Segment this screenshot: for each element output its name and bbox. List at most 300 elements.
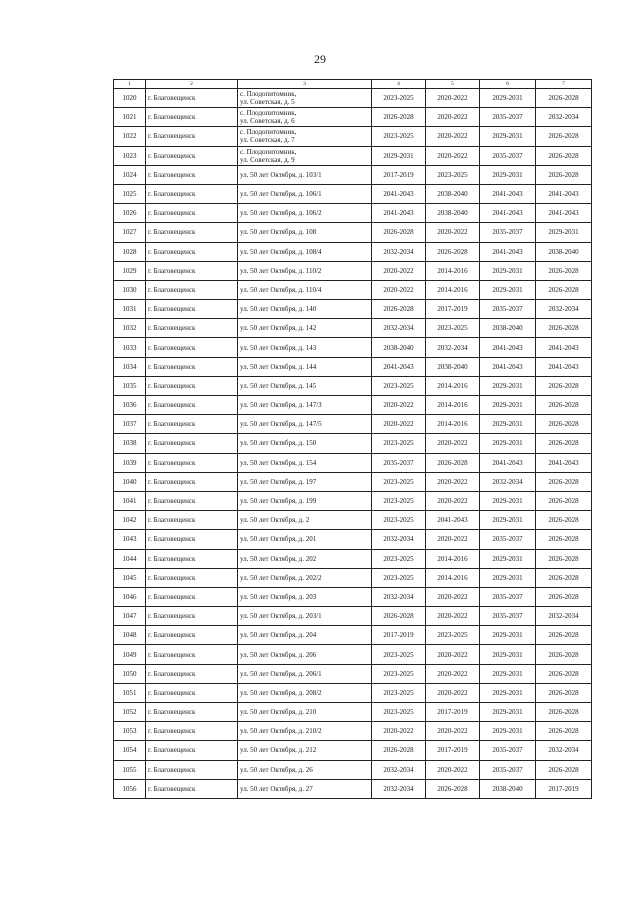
period-col-4: 2023-2025 <box>372 127 426 146</box>
address-line-1: ул. 50 лет Октября, д. 142 <box>240 324 317 333</box>
address-line-1: ул. 50 лет Октября, д. 201 <box>240 535 317 544</box>
period-col-6: 2038-2040 <box>480 779 536 798</box>
row-number: 1030 <box>114 280 146 299</box>
period-col-4: 2026-2028 <box>372 607 426 626</box>
period-col-5: 2020-2022 <box>426 645 480 664</box>
address-cell <box>238 280 372 299</box>
period-col-7: 2032-2034 <box>536 607 592 626</box>
table-row <box>114 645 592 664</box>
address-cell <box>238 89 372 108</box>
city-cell: г. Благовещенск <box>146 664 238 683</box>
table-row <box>114 89 592 108</box>
address-line-1: с. Плодопитомник, <box>240 90 297 99</box>
address-line-1: ул. 50 лет Октября, д. 143 <box>240 343 317 352</box>
table-row <box>114 376 592 395</box>
address-line-1: ул. 50 лет Октября, д. 106/2 <box>240 209 322 218</box>
address-line-1: ул. 50 лет Октября, д. 204 <box>240 631 317 640</box>
address-cell <box>238 261 372 280</box>
period-col-5: 2020-2022 <box>426 683 480 702</box>
period-col-6: 2029-2031 <box>480 568 536 587</box>
period-col-4: 2026-2028 <box>372 300 426 319</box>
table-row <box>114 453 592 472</box>
row-number: 1042 <box>114 511 146 530</box>
address-line-2: ул. Советская, д. 5 <box>240 98 295 107</box>
period-col-6: 2038-2040 <box>480 319 536 338</box>
row-number: 1056 <box>114 779 146 798</box>
table-row <box>114 184 592 203</box>
address-line-1: ул. 50 лет Октября, д. 108 <box>240 228 317 237</box>
row-number: 1043 <box>114 530 146 549</box>
city-cell: г. Благовещенск <box>146 261 238 280</box>
address-cell <box>238 472 372 491</box>
period-col-4: 2032-2034 <box>372 779 426 798</box>
period-col-6: 2029-2031 <box>480 261 536 280</box>
period-col-5: 2014-2016 <box>426 261 480 280</box>
row-number: 1031 <box>114 300 146 319</box>
row-number: 1023 <box>114 146 146 165</box>
period-col-7: 2029-2031 <box>536 223 592 242</box>
period-col-4: 2023-2025 <box>372 664 426 683</box>
address-line-1: с. Плодопитомник, <box>240 128 297 137</box>
period-col-7: 2026-2028 <box>536 146 592 165</box>
period-col-7: 2032-2034 <box>536 741 592 760</box>
period-col-7: 2026-2028 <box>536 645 592 664</box>
city-cell: г. Благовещенск <box>146 472 238 491</box>
table-row <box>114 300 592 319</box>
period-col-7: 2026-2028 <box>536 376 592 395</box>
period-col-6: 2035-2037 <box>480 760 536 779</box>
period-col-5: 2020-2022 <box>426 89 480 108</box>
period-col-4: 2023-2025 <box>372 376 426 395</box>
period-col-5: 2020-2022 <box>426 664 480 683</box>
table-row <box>114 607 592 626</box>
table-row <box>114 760 592 779</box>
period-col-6: 2029-2031 <box>480 165 536 184</box>
period-col-4: 2026-2028 <box>372 108 426 127</box>
period-col-4: 2023-2025 <box>372 511 426 530</box>
period-col-6: 2035-2037 <box>480 607 536 626</box>
table-row <box>114 741 592 760</box>
period-col-5: 2014-2016 <box>426 549 480 568</box>
address-cell <box>238 491 372 510</box>
city-cell: г. Благовещенск <box>146 280 238 299</box>
period-col-6: 2029-2031 <box>480 549 536 568</box>
table-row <box>114 472 592 491</box>
city-cell: г. Благовещенск <box>146 741 238 760</box>
table-row <box>114 204 592 223</box>
table-header <box>114 80 592 89</box>
row-number: 1047 <box>114 607 146 626</box>
period-col-4: 2023-2025 <box>372 89 426 108</box>
city-cell: г. Благовещенск <box>146 683 238 702</box>
period-col-5: 2023-2025 <box>426 626 480 645</box>
period-col-4: 2026-2028 <box>372 741 426 760</box>
row-number: 1027 <box>114 223 146 242</box>
city-cell: г. Благовещенск <box>146 626 238 645</box>
period-col-7: 2026-2028 <box>536 568 592 587</box>
row-number: 1036 <box>114 396 146 415</box>
period-col-5: 2020-2022 <box>426 722 480 741</box>
address-line-2: ул. Советская, д. 6 <box>240 117 295 126</box>
schedule-table <box>113 79 592 799</box>
period-col-5: 2020-2022 <box>426 760 480 779</box>
period-col-7: 2026-2028 <box>536 626 592 645</box>
period-col-6: 2041-2043 <box>480 357 536 376</box>
address-line-1: ул. 50 лет Октября, д. 147/5 <box>240 420 322 429</box>
row-number: 1050 <box>114 664 146 683</box>
row-number: 1033 <box>114 338 146 357</box>
city-cell: г. Благовещенск <box>146 376 238 395</box>
period-col-5: 2017-2019 <box>426 741 480 760</box>
period-col-4: 2026-2028 <box>372 223 426 242</box>
period-col-6: 2035-2037 <box>480 530 536 549</box>
city-cell: г. Благовещенск <box>146 530 238 549</box>
period-col-5: 2020-2022 <box>426 223 480 242</box>
address-line-2: ул. Советская, д. 9 <box>240 155 295 164</box>
city-cell: г. Благовещенск <box>146 491 238 510</box>
period-col-6: 2029-2031 <box>480 89 536 108</box>
row-number: 1037 <box>114 415 146 434</box>
period-col-4: 2020-2022 <box>372 722 426 741</box>
row-number: 1055 <box>114 760 146 779</box>
period-col-4: 2020-2022 <box>372 261 426 280</box>
period-col-7: 2026-2028 <box>536 491 592 510</box>
period-col-5: 2017-2019 <box>426 703 480 722</box>
city-cell: г. Благовещенск <box>146 319 238 338</box>
period-col-4: 2023-2025 <box>372 472 426 491</box>
period-col-7: 2026-2028 <box>536 280 592 299</box>
address-line-1: ул. 50 лет Октября, д. 154 <box>240 458 317 467</box>
period-col-7: 2041-2043 <box>536 184 592 203</box>
period-col-7: 2026-2028 <box>536 664 592 683</box>
period-col-4: 2032-2034 <box>372 319 426 338</box>
period-col-6: 2035-2037 <box>480 741 536 760</box>
period-col-5: 2014-2016 <box>426 568 480 587</box>
period-col-6: 2035-2037 <box>480 108 536 127</box>
address-line-1: ул. 50 лет Октября, д. 206/1 <box>240 669 322 678</box>
table-row <box>114 703 592 722</box>
address-cell <box>238 760 372 779</box>
period-col-6: 2035-2037 <box>480 300 536 319</box>
period-col-7: 2026-2028 <box>536 89 592 108</box>
row-number: 1051 <box>114 683 146 702</box>
period-col-7: 2026-2028 <box>536 319 592 338</box>
period-col-7: 2041-2043 <box>536 357 592 376</box>
address-line-1: ул. 50 лет Октября, д. 210/2 <box>240 727 322 736</box>
period-col-6: 2035-2037 <box>480 587 536 606</box>
period-col-5: 2014-2016 <box>426 415 480 434</box>
city-cell: г. Благовещенск <box>146 223 238 242</box>
table-row <box>114 587 592 606</box>
period-col-6: 2029-2031 <box>480 703 536 722</box>
table-row <box>114 511 592 530</box>
period-col-5: 2038-2040 <box>426 184 480 203</box>
table-row <box>114 415 592 434</box>
period-col-7: 2026-2028 <box>536 722 592 741</box>
period-col-5: 2020-2022 <box>426 434 480 453</box>
address-cell <box>238 242 372 261</box>
period-col-5: 2032-2034 <box>426 338 480 357</box>
period-col-6: 2029-2031 <box>480 127 536 146</box>
period-col-4: 2023-2025 <box>372 703 426 722</box>
address-line-1: ул. 50 лет Октября, д. 145 <box>240 381 317 390</box>
address-line-1: ул. 50 лет Октября, д. 103/1 <box>240 170 322 179</box>
row-number: 1021 <box>114 108 146 127</box>
city-cell: г. Благовещенск <box>146 722 238 741</box>
period-col-5: 2023-2025 <box>426 165 480 184</box>
period-col-7: 2017-2019 <box>536 779 592 798</box>
row-number: 1025 <box>114 184 146 203</box>
address-cell <box>238 415 372 434</box>
city-cell: г. Благовещенск <box>146 165 238 184</box>
period-col-4: 2023-2025 <box>372 491 426 510</box>
period-col-4: 2041-2043 <box>372 204 426 223</box>
address-cell <box>238 587 372 606</box>
address-cell <box>238 319 372 338</box>
row-number: 1032 <box>114 319 146 338</box>
address-cell <box>238 549 372 568</box>
period-col-7: 2026-2028 <box>536 261 592 280</box>
address-line-1: ул. 50 лет Октября, д. 27 <box>240 784 313 793</box>
period-col-5: 2014-2016 <box>426 280 480 299</box>
column-number-5: 5 <box>426 80 480 89</box>
row-number: 1035 <box>114 376 146 395</box>
table-row <box>114 108 592 127</box>
city-cell: г. Благовещенск <box>146 760 238 779</box>
period-col-5: 2017-2019 <box>426 300 480 319</box>
period-col-5: 2020-2022 <box>426 530 480 549</box>
period-col-7: 2026-2028 <box>536 396 592 415</box>
period-col-5: 2020-2022 <box>426 472 480 491</box>
period-col-4: 2032-2034 <box>372 530 426 549</box>
address-line-1: ул. 50 лет Октября, д. 212 <box>240 746 317 755</box>
city-cell: г. Благовещенск <box>146 549 238 568</box>
period-col-5: 2020-2022 <box>426 146 480 165</box>
period-col-4: 2041-2043 <box>372 357 426 376</box>
address-line-1: ул. 50 лет Октября, д. 26 <box>240 765 313 774</box>
address-line-1: ул. 50 лет Октября, д. 202/2 <box>240 573 322 582</box>
table-body <box>114 89 592 799</box>
table-row <box>114 396 592 415</box>
city-cell: г. Благовещенск <box>146 127 238 146</box>
table-row <box>114 357 592 376</box>
column-number-6: 6 <box>480 80 536 89</box>
address-cell <box>238 338 372 357</box>
period-col-4: 2023-2025 <box>372 434 426 453</box>
row-number: 1045 <box>114 568 146 587</box>
table-row <box>114 722 592 741</box>
column-number-4: 4 <box>372 80 426 89</box>
table-row <box>114 491 592 510</box>
address-line-1: ул. 50 лет Октября, д. 203/1 <box>240 612 322 621</box>
address-line-1: ул. 50 лет Октября, д. 147/3 <box>240 401 322 410</box>
address-cell <box>238 300 372 319</box>
city-cell: г. Благовещенск <box>146 587 238 606</box>
table-row <box>114 280 592 299</box>
address-cell <box>238 626 372 645</box>
address-cell <box>238 453 372 472</box>
period-col-4: 2017-2019 <box>372 626 426 645</box>
address-line-2: ул. Советская, д. 7 <box>240 136 295 145</box>
period-col-4: 2023-2025 <box>372 568 426 587</box>
period-col-7: 2026-2028 <box>536 587 592 606</box>
city-cell: г. Благовещенск <box>146 338 238 357</box>
period-col-7: 2041-2043 <box>536 204 592 223</box>
period-col-7: 2038-2040 <box>536 242 592 261</box>
period-col-7: 2026-2028 <box>536 415 592 434</box>
table-row <box>114 434 592 453</box>
period-col-5: 2026-2028 <box>426 242 480 261</box>
period-col-7: 2041-2043 <box>536 453 592 472</box>
address-line-1: ул. 50 лет Октября, д. 208/2 <box>240 688 322 697</box>
address-line-1: ул. 50 лет Октября, д. 203 <box>240 592 317 601</box>
city-cell: г. Благовещенск <box>146 645 238 664</box>
address-cell <box>238 607 372 626</box>
period-col-7: 2032-2034 <box>536 300 592 319</box>
address-cell <box>238 703 372 722</box>
address-line-1: ул. 50 лет Октября, д. 110/2 <box>240 266 322 275</box>
period-col-6: 2041-2043 <box>480 184 536 203</box>
address-cell <box>238 779 372 798</box>
address-cell <box>238 645 372 664</box>
table-row <box>114 530 592 549</box>
city-cell: г. Благовещенск <box>146 511 238 530</box>
period-col-5: 2038-2040 <box>426 204 480 223</box>
table-row <box>114 549 592 568</box>
address-line-1: ул. 50 лет Октября, д. 144 <box>240 362 317 371</box>
city-cell: г. Благовещенск <box>146 184 238 203</box>
period-col-7: 2026-2028 <box>536 472 592 491</box>
city-cell: г. Благовещенск <box>146 396 238 415</box>
address-cell <box>238 223 372 242</box>
period-col-4: 2038-2040 <box>372 338 426 357</box>
period-col-6: 2041-2043 <box>480 338 536 357</box>
address-line-1: ул. 50 лет Октября, д. 140 <box>240 305 317 314</box>
period-col-4: 2023-2025 <box>372 549 426 568</box>
table-row <box>114 683 592 702</box>
address-cell <box>238 511 372 530</box>
period-col-5: 2023-2025 <box>426 319 480 338</box>
row-number: 1024 <box>114 165 146 184</box>
period-col-7: 2026-2028 <box>536 127 592 146</box>
address-line-1: ул. 50 лет Октября, д. 202 <box>240 554 317 563</box>
row-number: 1041 <box>114 491 146 510</box>
period-col-7: 2026-2028 <box>536 165 592 184</box>
address-line-1: ул. 50 лет Октября, д. 150 <box>240 439 317 448</box>
city-cell: г. Благовещенск <box>146 453 238 472</box>
row-number: 1022 <box>114 127 146 146</box>
column-number-2: 2 <box>146 80 238 89</box>
period-col-7: 2026-2028 <box>536 683 592 702</box>
address-cell <box>238 683 372 702</box>
address-line-1: ул. 50 лет Октября, д. 108/4 <box>240 247 322 256</box>
table-row <box>114 568 592 587</box>
period-col-6: 2041-2043 <box>480 204 536 223</box>
period-col-6: 2029-2031 <box>480 415 536 434</box>
address-line-1: с. Плодопитомник, <box>240 109 297 118</box>
row-number: 1040 <box>114 472 146 491</box>
city-cell: г. Благовещенск <box>146 89 238 108</box>
table-row <box>114 223 592 242</box>
period-col-6: 2029-2031 <box>480 664 536 683</box>
period-col-4: 2023-2025 <box>372 683 426 702</box>
row-number: 1052 <box>114 703 146 722</box>
row-number: 1038 <box>114 434 146 453</box>
table-row <box>114 146 592 165</box>
period-col-5: 2020-2022 <box>426 108 480 127</box>
address-cell <box>238 376 372 395</box>
address-cell <box>238 722 372 741</box>
period-col-5: 2020-2022 <box>426 491 480 510</box>
period-col-5: 2026-2028 <box>426 453 480 472</box>
address-line-1: ул. 50 лет Октября, д. 199 <box>240 497 317 506</box>
period-col-4: 2041-2043 <box>372 184 426 203</box>
address-cell <box>238 530 372 549</box>
city-cell: г. Благовещенск <box>146 703 238 722</box>
period-col-6: 2029-2031 <box>480 376 536 395</box>
city-cell: г. Благовещенск <box>146 204 238 223</box>
period-col-4: 2020-2022 <box>372 415 426 434</box>
period-col-6: 2029-2031 <box>480 722 536 741</box>
period-col-6: 2035-2037 <box>480 223 536 242</box>
period-col-5: 2014-2016 <box>426 376 480 395</box>
period-col-6: 2029-2031 <box>480 491 536 510</box>
period-col-7: 2032-2034 <box>536 108 592 127</box>
address-cell <box>238 108 372 127</box>
row-number: 1046 <box>114 587 146 606</box>
page-number: 29 <box>314 52 326 66</box>
period-col-7: 2041-2043 <box>536 338 592 357</box>
address-line-1: ул. 50 лет Октября, д. 210 <box>240 708 317 717</box>
city-cell: г. Благовещенск <box>146 242 238 261</box>
row-number: 1026 <box>114 204 146 223</box>
period-col-5: 2041-2043 <box>426 511 480 530</box>
address-cell <box>238 165 372 184</box>
period-col-6: 2041-2043 <box>480 453 536 472</box>
period-col-4: 2029-2031 <box>372 146 426 165</box>
period-col-5: 2026-2028 <box>426 779 480 798</box>
period-col-6: 2041-2043 <box>480 242 536 261</box>
period-col-7: 2026-2028 <box>536 434 592 453</box>
row-number: 1020 <box>114 89 146 108</box>
row-number: 1049 <box>114 645 146 664</box>
period-col-5: 2020-2022 <box>426 607 480 626</box>
table-row <box>114 127 592 146</box>
city-cell: г. Благовещенск <box>146 779 238 798</box>
address-line-1: ул. 50 лет Октября, д. 106/1 <box>240 190 322 199</box>
city-cell: г. Благовещенск <box>146 300 238 319</box>
row-number: 1034 <box>114 357 146 376</box>
period-col-7: 2026-2028 <box>536 549 592 568</box>
period-col-6: 2035-2037 <box>480 146 536 165</box>
address-cell <box>238 741 372 760</box>
table-row <box>114 319 592 338</box>
row-number: 1048 <box>114 626 146 645</box>
address-cell <box>238 146 372 165</box>
address-cell <box>238 127 372 146</box>
table-row <box>114 626 592 645</box>
period-col-5: 2038-2040 <box>426 357 480 376</box>
address-cell <box>238 357 372 376</box>
period-col-6: 2029-2031 <box>480 396 536 415</box>
period-col-7: 2026-2028 <box>536 760 592 779</box>
period-col-6: 2032-2034 <box>480 472 536 491</box>
column-number-7: 7 <box>536 80 592 89</box>
period-col-4: 2032-2034 <box>372 242 426 261</box>
table-row <box>114 242 592 261</box>
period-col-7: 2026-2028 <box>536 530 592 549</box>
period-col-4: 2017-2019 <box>372 165 426 184</box>
